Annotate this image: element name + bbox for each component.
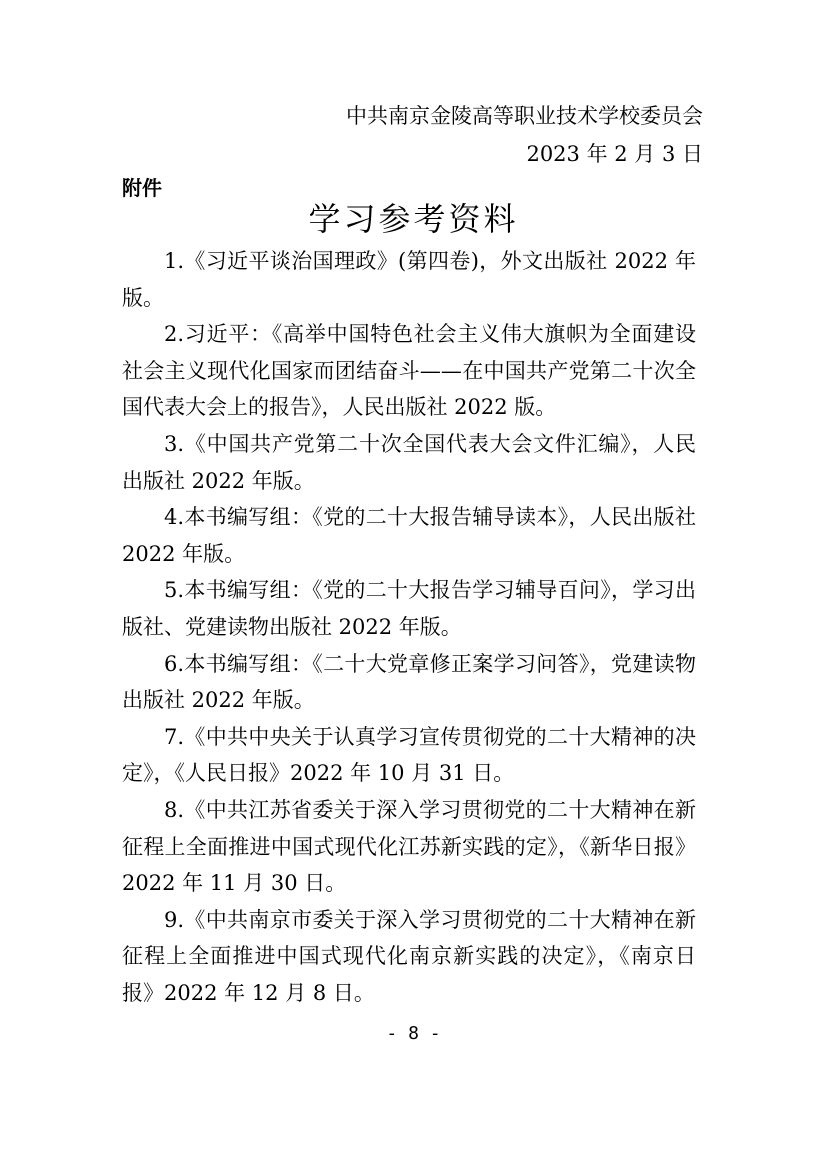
reference-item: 6.本书编写组：《二十大党章修正案学习问答》，党建读物出版社 2022 年版。 xyxy=(122,651,696,713)
signing-organization: 中共南京金陵高等职业技术学校委员会 xyxy=(346,104,703,128)
attachment-label: 附件 xyxy=(122,176,162,200)
reference-list xyxy=(122,243,696,1011)
reference-item: 1.《习近平谈治国理政》(第四卷)，外文出版社 2022 年版。 xyxy=(122,249,696,310)
page-title: 学习参考资料 xyxy=(308,200,519,238)
reference-item: 4.本书编写组：《党的二十大报告辅导读本》，人民出版社 2022 年版。 xyxy=(122,505,696,566)
signing-date: 2023 年 2 月 3 日 xyxy=(526,142,703,166)
reference-item: 2.习近平：《高举中国特色社会主义伟大旗帜为全面建设社会主义现代化国家而团结奋斗——在中国共产党第二十次全国代表大会上的报告》，人民出版社 2022 版。 xyxy=(122,322,696,420)
page-number: - 8 - xyxy=(386,1023,441,1044)
reference-item: 3.《中国共产党第二十次全国代表大会文件汇编》，人民出版社 2022 年版。 xyxy=(122,431,696,493)
reference-item: 9.《中共南京市委关于深入学习贯彻党的二十大精神在新征程上全面推进中国式现代化南京新实践的决定》，《南京日报》2022 年 12 月 8 日。 xyxy=(122,907,696,1005)
reference-item: 8.《中共江苏省委关于深入学习贯彻党的二十大精神在新征程上全面推进中国式现代化江苏新实践的定》，《新华日报》2022 年 11 月 30 日。 xyxy=(122,797,696,896)
reference-item: 7.《中共中央关于认真学习宣传贯彻党的二十大精神的决定》，《人民日报》2022 年 10 月 31 日。 xyxy=(122,724,696,786)
reference-item: 5.本书编写组：《党的二十大报告学习辅导百问》，学习出版社、党建读物出版社 2022 年版。 xyxy=(122,578,696,639)
